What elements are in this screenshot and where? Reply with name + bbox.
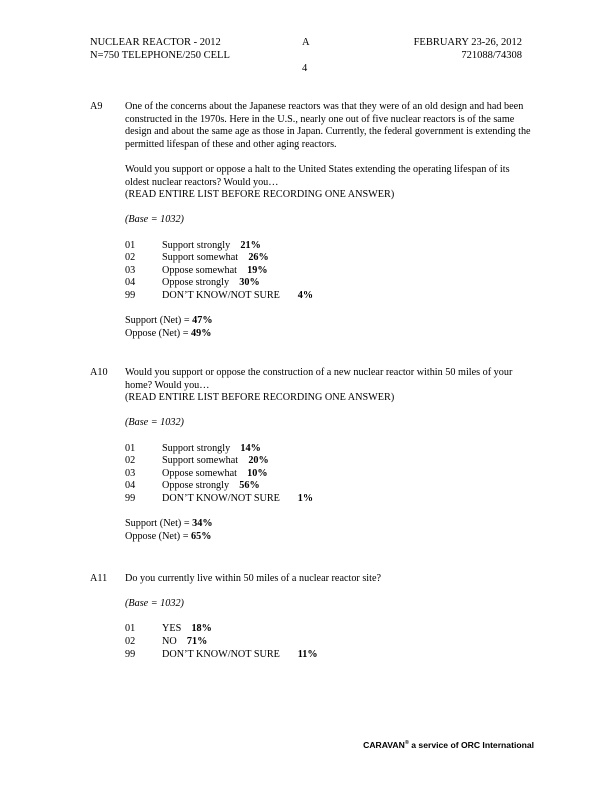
answer-label: Support strongly <box>162 239 231 251</box>
answer-option <box>125 649 535 662</box>
answer-label: Oppose strongly <box>162 277 230 289</box>
question-instruction: (READ ENTIRE LIST BEFORE RECORDING ONE ANSWER) <box>125 392 395 404</box>
answer-percent: 71% <box>186 635 208 647</box>
answer-label: YES <box>162 623 182 635</box>
question-intro: One of the concerns about the Japanese reactors was that they were of an old design and had been constructed in the 1970s. Here in the U.S., nearly one out of five nuclear reactors is of the same design and about the same age as those in Japan. Currently, the federal government is extending the permitted lifespan of these and other aging reactors. <box>125 101 531 150</box>
answer-percent: 14% <box>240 442 261 454</box>
answer-label: Oppose somewhat <box>162 467 237 479</box>
answer-percent: 56% <box>239 480 260 492</box>
answer-percent: 10% <box>247 467 268 479</box>
answer-percent: 30% <box>239 277 260 289</box>
answer-code: 02 <box>125 635 136 647</box>
answer-code: 03 <box>125 467 136 479</box>
question-prompt: Do you currently live within 50 miles of a nuclear reactor site? <box>125 573 382 584</box>
net-percent: 47% <box>192 315 213 327</box>
answer-code: 01 <box>125 442 136 454</box>
answer-label: DON’T KNOW/NOT SURE <box>162 492 280 504</box>
net-percent: 34% <box>192 518 213 530</box>
answer-label: Oppose strongly <box>162 480 230 492</box>
answer-code: 01 <box>125 623 136 635</box>
question-instruction: (READ ENTIRE LIST BEFORE RECORDING ONE ANSWER) <box>125 189 395 201</box>
answer-label: Oppose somewhat <box>162 264 237 276</box>
answer-label: NO <box>162 635 177 647</box>
answer-option <box>125 493 535 506</box>
answer-label: Support somewhat <box>162 252 239 264</box>
answer-label: Support somewhat <box>162 455 239 467</box>
question-number: A9 <box>90 101 103 112</box>
answer-label: DON’T KNOW/NOT SURE <box>162 289 280 301</box>
answer-option <box>125 290 535 303</box>
answer-percent: 4% <box>297 289 314 301</box>
answer-percent: 21% <box>240 239 261 251</box>
question-prompt: Would you support or oppose the construction of a new nuclear reactor within 50 miles of your home? Would you… <box>125 367 513 391</box>
net-support <box>125 315 535 328</box>
footer-brand <box>363 740 534 750</box>
answer-label: DON’T KNOW/NOT SURE <box>162 648 280 660</box>
answer-percent: 1% <box>297 492 314 504</box>
answer-option <box>125 455 535 468</box>
net-label: Oppose (Net) = <box>125 530 192 542</box>
page-number: 4 <box>302 63 308 74</box>
answer-percent: 26% <box>248 252 269 264</box>
net-oppose <box>125 531 535 544</box>
net-oppose <box>125 328 535 341</box>
answer-option <box>125 265 535 278</box>
brand-name: CARAVAN <box>363 740 405 750</box>
answer-code: 99 <box>125 289 136 301</box>
answer-percent: 11% <box>297 648 318 660</box>
header-sample: N=750 TELEPHONE/250 CELL <box>90 50 230 61</box>
header-job: 721088/74308 <box>461 50 522 61</box>
answer-code: 04 <box>125 277 136 289</box>
answer-option <box>125 480 535 493</box>
brand-tagline: a service of ORC International <box>408 740 534 750</box>
header-section: A <box>302 37 310 48</box>
answer-code: 99 <box>125 492 136 504</box>
question-base: (Base = 1032) <box>125 417 184 429</box>
answer-percent: 20% <box>248 455 269 467</box>
net-label: Support (Net) = <box>125 315 193 327</box>
answer-percent: 18% <box>191 623 212 635</box>
registered-mark: ® <box>404 740 409 747</box>
answer-code: 01 <box>125 239 136 251</box>
answer-label: Support strongly <box>162 442 231 454</box>
answer-code: 99 <box>125 648 136 660</box>
answer-option <box>125 277 535 290</box>
question-prompt: Would you support or oppose a halt to the United States extending the operating lifespan of its oldest nuclear reactors? Would you… <box>125 163 510 188</box>
header-dates: FEBRUARY 23-26, 2012 <box>413 37 522 48</box>
answer-code: 02 <box>125 455 136 467</box>
answer-option <box>125 636 535 649</box>
answer-option <box>125 252 535 265</box>
answer-code: 03 <box>125 264 136 276</box>
question-base: (Base = 1032) <box>125 214 184 226</box>
net-label: Support (Net) = <box>125 518 193 530</box>
net-support <box>125 518 535 531</box>
answer-code: 02 <box>125 252 136 264</box>
question-number: A11 <box>90 573 108 584</box>
answer-code: 04 <box>125 480 136 492</box>
header-title: NUCLEAR REACTOR - 2012 <box>90 37 221 48</box>
answer-option <box>125 623 535 636</box>
answer-option <box>125 240 535 253</box>
answer-percent: 19% <box>247 264 268 276</box>
net-percent: 65% <box>191 530 212 542</box>
net-percent: 49% <box>191 327 212 339</box>
answer-option <box>125 443 535 456</box>
question-number: A10 <box>90 367 108 378</box>
net-label: Oppose (Net) = <box>125 327 192 339</box>
answer-option <box>125 468 535 481</box>
question-base: (Base = 1032) <box>125 598 184 610</box>
